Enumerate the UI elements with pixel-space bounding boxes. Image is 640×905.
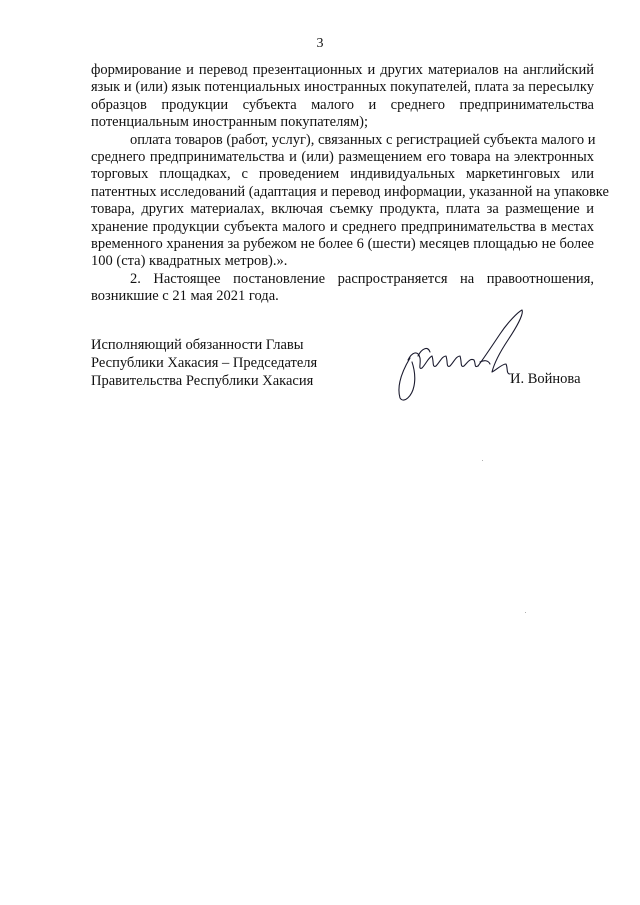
- paragraph-1: [91, 62, 594, 132]
- text-line: 100 (ста) квадратных метров).».: [91, 253, 288, 270]
- scan-speck: [482, 460, 483, 461]
- handwritten-signature-icon: [388, 306, 538, 406]
- document-body: [91, 62, 609, 305]
- text-line: среднего предпринимательства и (или) размещением его товара на электронных: [91, 148, 594, 165]
- text-line: оплата товаров (работ, услуг), связанных с регистрацией субъекта малого и: [130, 131, 596, 148]
- scan-speck: [525, 612, 526, 613]
- paragraph-2: [91, 131, 609, 271]
- signatory-position: [91, 336, 317, 390]
- text-line: временного хранения за рубежом не более 6 (шести) месяцев площадью не более: [91, 235, 594, 252]
- text-line: язык и (или) язык потенциальных иностранных покупателей, плата за пересылку: [91, 79, 594, 96]
- text-line: возникшие с 21 мая 2021 года.: [91, 288, 279, 305]
- text-line: образцов продукции субъекта малого и среднего предпринимательства: [91, 96, 594, 113]
- signatory-position-line: Исполняющий обязанности Главы: [91, 337, 304, 353]
- text-line: товара, других материалах, включая съемку продукта, плата за размещение и: [91, 201, 594, 218]
- text-line: хранение продукции субъекта малого и среднего предпринимательства в местах: [91, 218, 594, 235]
- text-line: 2. Настоящее постановление распространяется на правоотношения,: [130, 270, 594, 287]
- signatory-position-line: Республики Хакасия – Председателя: [91, 355, 318, 371]
- text-line: формирование и перевод презентационных и других материалов на английский: [91, 62, 594, 78]
- text-line: торговых площадках, с проведением индивидуальных маркетинговых или: [91, 166, 594, 183]
- page-number: 3: [316, 36, 324, 51]
- signer-name: И. Войнова: [510, 371, 581, 387]
- signatory-position-line: Правительства Республики Хакасия: [91, 373, 314, 389]
- text-line: потенциальным иностранным покупателям);: [91, 114, 369, 131]
- paragraph-3: [91, 271, 594, 306]
- text-line: патентных исследований (адаптация и перевод информации, указанной на упаковке: [91, 183, 609, 200]
